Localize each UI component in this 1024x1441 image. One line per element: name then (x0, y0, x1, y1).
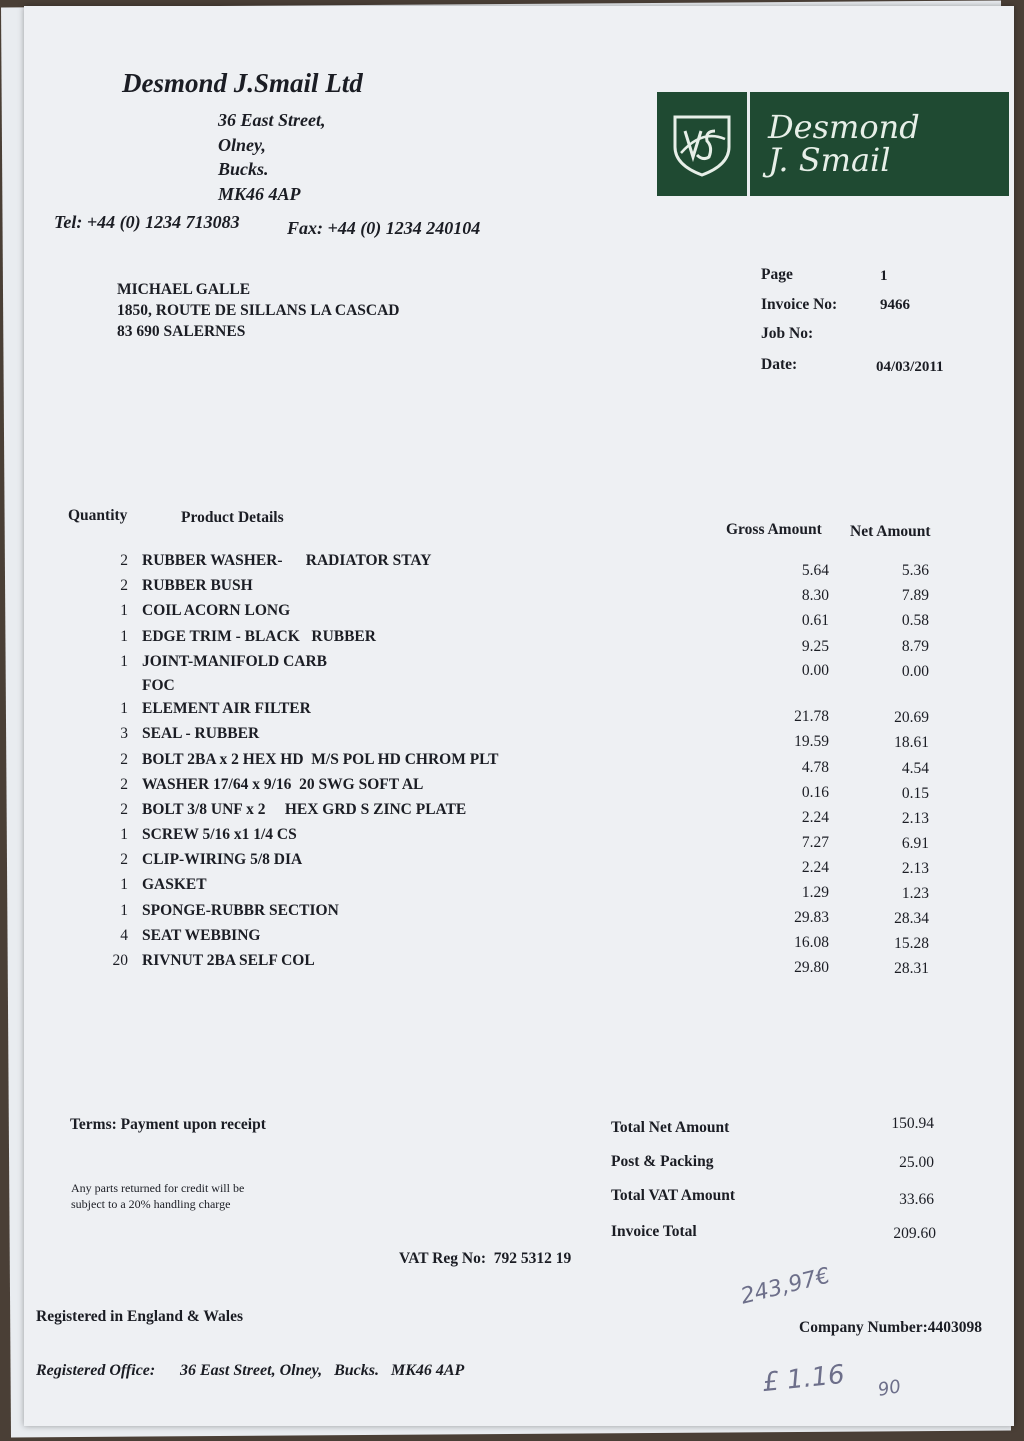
customer-name: MICHAEL GALLE (117, 281, 251, 298)
line-item (84, 751, 954, 775)
item-gross: 2.24 (801, 809, 829, 826)
address-line: MK46 4AP (218, 183, 301, 204)
item-gross: 21.78 (794, 708, 829, 725)
date-label: Date: (761, 356, 798, 373)
line-item (84, 776, 954, 800)
item-description: JOINT-MANIFOLD CARB (142, 653, 328, 670)
address-line: Bucks. (218, 159, 269, 179)
column-header-quantity: Quantity (68, 507, 128, 524)
item-gross: 2.24 (801, 859, 829, 876)
item-gross: 8.30 (801, 587, 829, 604)
item-gross: 0.16 (801, 784, 829, 801)
date-value: 04/03/2011 (876, 359, 944, 375)
post-packing-label: Post & Packing (611, 1153, 714, 1170)
line-item (84, 602, 954, 629)
total-net-label: Total Net Amount (611, 1119, 730, 1136)
item-net: 20.69 (894, 709, 929, 726)
item-net: 7.89 (901, 587, 929, 604)
total-vat-label: Total VAT Amount (611, 1187, 736, 1204)
item-quantity: 20 (112, 952, 128, 969)
item-description: EDGE TRIM - BLACK RUBBER (142, 628, 376, 645)
customer-block (117, 279, 400, 342)
item-description: FOC (142, 677, 175, 694)
item-quantity: 1 (120, 628, 128, 645)
line-item (84, 577, 954, 604)
item-description: RUBBER BUSH (142, 577, 253, 594)
line-item (84, 677, 954, 701)
company-number: Company Number:4403098 (799, 1319, 982, 1336)
item-description: BOLT 2BA x 2 HEX HD M/S POL HD CHROM PLT (142, 751, 499, 768)
item-net: 0.15 (901, 785, 929, 802)
item-gross: 0.00 (801, 662, 829, 679)
vat-registration: VAT Reg No: 792 5312 19 (399, 1250, 572, 1267)
item-description: SEAT WEBBING (142, 927, 261, 944)
item-net: 28.34 (894, 910, 929, 927)
item-gross: 9.25 (801, 638, 829, 655)
line-item (84, 628, 954, 655)
item-description: BOLT 3/8 UNF x 2 HEX GRD S ZINC PLATE (142, 801, 467, 818)
item-net: 6.91 (901, 835, 929, 852)
line-item (84, 876, 954, 900)
item-net: 0.58 (901, 612, 929, 629)
item-net: 2.13 (901, 860, 929, 877)
invoice-total-label: Invoice Total (611, 1223, 697, 1240)
total-vat-value: 33.66 (899, 1191, 934, 1208)
invoice-number-value: 9466 (880, 297, 910, 313)
item-description: GASKET (142, 876, 207, 893)
item-quantity: 1 (120, 653, 128, 670)
item-description: COIL ACORN LONG (142, 602, 291, 619)
returns-note-line: subject to a 20% handling charge (71, 1197, 231, 1211)
customer-address: 1850, ROUTE DE SILLANS LA CASCAD (117, 302, 400, 319)
item-quantity: 1 (120, 826, 128, 843)
item-quantity: 2 (120, 751, 128, 768)
handwritten-note: £ 1.16 (760, 1359, 847, 1399)
item-net: 8.79 (901, 638, 929, 655)
job-number-label: Job No: (761, 325, 814, 342)
line-item (84, 725, 954, 749)
item-quantity: 2 (120, 552, 128, 569)
item-description: RUBBER WASHER- RADIATOR STAY (142, 552, 432, 569)
item-quantity: 4 (120, 927, 128, 944)
item-gross: 29.80 (794, 959, 829, 976)
item-gross: 0.61 (801, 612, 829, 629)
line-item (84, 552, 954, 579)
item-gross: 16.08 (794, 934, 829, 951)
item-gross: 7.27 (801, 834, 829, 851)
logo-wordmark (750, 108, 920, 179)
item-gross: 19.59 (794, 733, 829, 750)
returns-note (71, 1180, 244, 1212)
item-quantity: 1 (120, 602, 128, 619)
item-quantity: 2 (120, 776, 128, 793)
address-line: Olney, (218, 134, 266, 155)
item-gross: 29.83 (794, 909, 829, 926)
payment-terms: Terms: Payment upon receipt (70, 1116, 266, 1133)
item-net: 5.36 (901, 562, 929, 579)
item-gross: 1.29 (801, 884, 829, 901)
line-item (84, 902, 954, 926)
item-description: RIVNUT 2BA SELF COL (142, 952, 315, 969)
item-net: 15.28 (894, 935, 929, 952)
invoice-total-value: 209.60 (893, 1225, 936, 1242)
item-net: 18.61 (894, 734, 929, 751)
item-net: 2.13 (901, 810, 929, 827)
returns-note-line: Any parts returned for credit will be (71, 1181, 245, 1195)
telephone: Tel: +44 (0) 1234 713083 (54, 212, 240, 232)
item-quantity: 2 (120, 577, 128, 594)
column-header-net: Net Amount (850, 523, 931, 540)
line-item (84, 851, 954, 875)
registered-office-address: 36 East Street, Olney, Bucks. MK46 4AP (180, 1362, 465, 1379)
line-item (84, 826, 954, 850)
column-header-product: Product Details (181, 509, 284, 526)
item-description: SPONGE-RUBBR SECTION (142, 902, 339, 919)
page-label: Page (761, 266, 793, 283)
post-packing-value: 25.00 (899, 1154, 934, 1171)
item-quantity: 2 (120, 801, 128, 818)
item-quantity: 2 (120, 851, 128, 868)
item-quantity: 1 (120, 700, 128, 717)
invoice-number-label: Invoice No: (761, 296, 838, 313)
item-description: SCREW 5/16 x1 1/4 CS (142, 826, 297, 843)
item-description: SEAL - RUBBER (142, 725, 260, 742)
handwritten-mark: 90 (876, 1376, 903, 1401)
company-name: Desmond J.Smail Ltd (122, 68, 363, 98)
customer-address: 83 690 SALERNES (117, 323, 246, 340)
fax: Fax: +44 (0) 1234 240104 (287, 218, 481, 238)
page-value: 1 (880, 268, 888, 284)
item-net: 28.31 (894, 960, 929, 977)
handwritten-amount: 243,97€ (738, 1263, 833, 1310)
line-item (84, 653, 954, 680)
line-item (84, 927, 954, 951)
registered-office-label: Registered Office: (36, 1362, 156, 1379)
item-quantity: 1 (120, 902, 128, 919)
item-net: 4.54 (901, 760, 929, 777)
column-header-gross: Gross Amount (726, 521, 822, 538)
item-net: 1.23 (901, 885, 929, 902)
item-quantity: 1 (120, 876, 128, 893)
logo-line: J. Smail (768, 141, 891, 179)
item-gross: 4.78 (801, 759, 829, 776)
shield-emblem-icon (657, 92, 747, 196)
item-gross: 5.64 (801, 562, 829, 579)
address-line: 36 East Street, (218, 110, 326, 130)
item-description: ELEMENT AIR FILTER (142, 700, 311, 717)
item-description: CLIP-WIRING 5/8 DIA (142, 851, 303, 868)
company-address (218, 108, 326, 206)
item-net: 0.00 (901, 663, 929, 680)
total-net-value: 150.94 (891, 1115, 934, 1132)
line-item (84, 952, 954, 976)
logo-line: Desmond (768, 108, 920, 146)
company-logo (657, 92, 1009, 196)
item-description: WASHER 17/64 x 9/16 20 SWG SOFT AL (142, 776, 424, 793)
registered-country: Registered in England & Wales (36, 1308, 243, 1325)
line-item (84, 700, 954, 724)
item-quantity: 3 (120, 725, 128, 742)
line-item (84, 801, 954, 825)
invoice-page (24, 6, 1014, 1426)
